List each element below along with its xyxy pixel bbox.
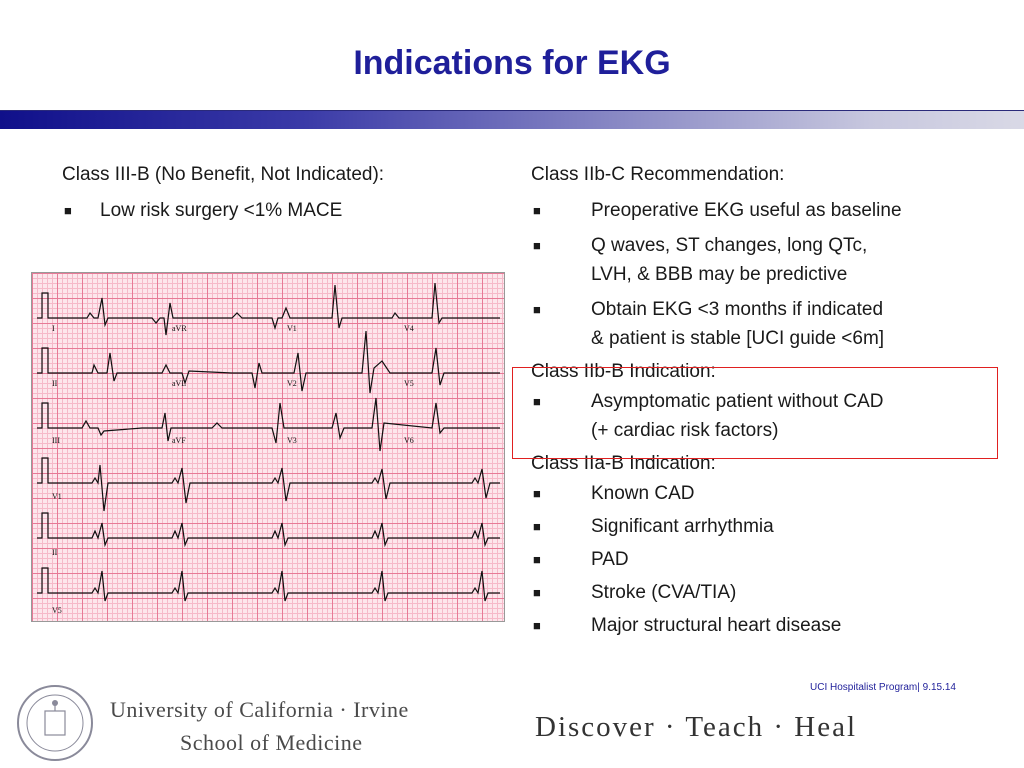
ekg-row-6 [37, 568, 500, 601]
lead-label: II [52, 548, 58, 557]
square-bullet-icon: ■ [533, 486, 541, 501]
square-bullet-icon: ■ [533, 585, 541, 600]
list-item: ■ Obtain EKG <3 months if indicated & patient is stable [UCI guide <6m] [531, 295, 981, 353]
lead-label: aVR [172, 324, 187, 333]
header-gradient-band [0, 110, 1024, 129]
class-iia-b-heading: Class IIa-B Indication: [531, 453, 716, 474]
lead-label: V2 [287, 379, 297, 388]
list-item: ■ Low risk surgery <1% MACE [62, 196, 502, 225]
ekg-row-3 [37, 398, 500, 451]
slide-title: Indications for EKG [353, 44, 671, 82]
motto-tagline: Discover · Teach · Heal [535, 711, 858, 743]
lead-label: V5 [52, 606, 62, 615]
school-name: School of Medicine [180, 730, 363, 755]
square-bullet-icon: ■ [533, 394, 541, 409]
class-iii-b-list [62, 196, 502, 225]
square-bullet-icon: ■ [64, 203, 72, 218]
class-iia-b-group [531, 451, 981, 640]
lead-label: V6 [404, 436, 414, 445]
list-item: ■ Major structural heart disease [531, 611, 981, 640]
square-bullet-icon: ■ [533, 238, 541, 253]
lead-label: V1 [52, 492, 62, 501]
list-item: ■ Asymptomatic patient without CAD (+ cardiac risk factors) [531, 387, 981, 445]
lead-label: I [52, 324, 55, 333]
square-bullet-icon: ■ [533, 618, 541, 633]
list-item: ■ Known CAD [531, 479, 981, 508]
university-name: University of California · Irvine [110, 697, 409, 722]
class-iib-c-group [531, 162, 981, 353]
square-bullet-icon: ■ [533, 552, 541, 567]
lead-label: V5 [404, 379, 414, 388]
lead-label: aVF [172, 436, 186, 445]
lead-label: II [52, 379, 58, 388]
square-bullet-icon: ■ [533, 519, 541, 534]
ekg-waveforms [37, 283, 500, 601]
ekg-tracing [32, 273, 506, 623]
class-iib-c-heading: Class IIb-C Recommendation: [531, 164, 785, 185]
list-item: ■ PAD [531, 545, 981, 574]
lead-label: III [52, 436, 60, 445]
list-item: ■ Significant arrhythmia [531, 512, 981, 541]
left-column [62, 162, 502, 231]
ekg-lead-labels [52, 324, 414, 615]
ekg-row-2 [37, 331, 500, 393]
list-item: ■ Stroke (CVA/TIA) [531, 578, 981, 607]
ekg-row-1 [37, 283, 500, 335]
university-seal-icon [12, 683, 98, 763]
ekg-strip-image [31, 272, 505, 622]
lead-label: V1 [287, 324, 297, 333]
lead-label: V3 [287, 436, 297, 445]
class-iib-b-heading: Class IIb-B Indication: [531, 361, 716, 382]
lead-label: V4 [404, 324, 414, 333]
list-item: ■ Preoperative EKG useful as baseline [531, 196, 981, 225]
class-iib-b-highlight-box [512, 367, 998, 459]
class-iii-b-heading: Class III-B (No Benefit, Not Indicated): [62, 164, 385, 185]
square-bullet-icon: ■ [533, 302, 541, 317]
list-item: ■ Q waves, ST changes, long QTc, LVH, & BBB may be predictive [531, 231, 981, 289]
ekg-row-5 [37, 513, 500, 545]
square-bullet-icon: ■ [533, 203, 541, 218]
program-date-note: UCI Hospitalist Program| 9.15.14 [810, 682, 956, 693]
ekg-row-4 [37, 458, 500, 511]
lead-label: aVL [172, 379, 187, 388]
